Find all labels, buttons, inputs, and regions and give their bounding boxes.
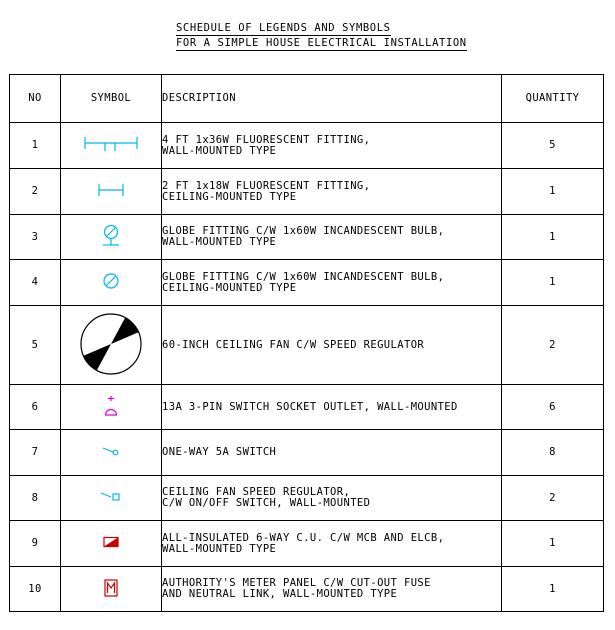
legend-row [10, 260, 604, 306]
legend-row [10, 385, 604, 430]
row-number: 9 [10, 521, 61, 567]
header-no: NO [10, 75, 61, 123]
legend-row [10, 169, 604, 215]
legend-row [10, 215, 604, 260]
description-line: WALL-MOUNTED TYPE [162, 542, 277, 555]
row-quantity: 5 [502, 123, 604, 169]
row-quantity: 1 [502, 567, 604, 612]
row-symbol [61, 306, 162, 385]
consumer-unit-icon [103, 536, 119, 548]
row-symbol [61, 215, 162, 260]
row-quantity: 8 [502, 430, 604, 476]
row-description [162, 430, 502, 476]
legend-row [10, 306, 604, 385]
row-number: 10 [10, 567, 61, 612]
legend-row [10, 430, 604, 476]
row-description [162, 215, 502, 260]
fluorescent-2ft-ceiling-icon [97, 183, 125, 197]
schedule-title: SCHEDULE OF LEGENDS AND SYMBOLS [176, 22, 391, 34]
header-description: DESCRIPTION [162, 75, 502, 123]
row-description [162, 260, 502, 306]
description-line: 13A 3-PIN SWITCH SOCKET OUTLET, WALL-MOUNTED [162, 400, 458, 413]
description-line: AND NEUTRAL LINK, WALL-MOUNTED TYPE [162, 588, 398, 600]
description-line: AUTHORITY'S METER PANEL C/W CUT-OUT FUSE [162, 577, 431, 589]
row-number: 2 [10, 169, 61, 215]
row-description [162, 306, 502, 385]
row-quantity: 1 [502, 521, 604, 567]
row-symbol [61, 521, 162, 567]
description-line: GLOBE FITTING C/W 1x60W INCANDESCENT BULB, [162, 225, 445, 237]
row-number: 3 [10, 215, 61, 260]
row-number: 1 [10, 123, 61, 169]
fluorescent-4ft-wall-icon [83, 136, 139, 152]
row-quantity: 2 [502, 476, 604, 521]
row-symbol [61, 123, 162, 169]
description-line: CEILING FAN SPEED REGULATOR, [162, 486, 351, 498]
schedule-subtitle: FOR A SIMPLE HOUSE ELECTRICAL INSTALLATION [176, 37, 467, 49]
description-line: 60-INCH CEILING FAN C/W SPEED REGULATOR [162, 338, 425, 351]
fan-regulator-icon [100, 491, 122, 503]
legend-row [10, 476, 604, 521]
row-number: 5 [10, 306, 61, 385]
description-line: 4 FT 1x36W FLUORESCENT FITTING, [162, 133, 371, 146]
header-row [10, 75, 604, 123]
description-line: CEILING-MOUNTED TYPE [162, 190, 297, 203]
legend-row [10, 567, 604, 612]
row-description [162, 385, 502, 430]
row-description [162, 476, 502, 521]
description-line: C/W ON/OFF SWITCH, WALL-MOUNTED [162, 497, 371, 509]
globe-wall-icon [101, 224, 121, 248]
row-quantity: 1 [502, 215, 604, 260]
row-symbol [61, 567, 162, 612]
description-line: ALL-INSULATED 6-WAY C.U. C/W MCB AND ELCB, [162, 531, 445, 544]
row-number: 6 [10, 385, 61, 430]
socket-outlet-icon [103, 395, 119, 417]
row-symbol [61, 169, 162, 215]
row-number: 4 [10, 260, 61, 306]
description-line: WALL-MOUNTED TYPE [162, 144, 277, 157]
row-description [162, 123, 502, 169]
legend-table [9, 74, 604, 612]
one-way-switch-icon [102, 446, 120, 456]
row-quantity: 6 [502, 385, 604, 430]
description-line: CEILING-MOUNTED TYPE [162, 281, 297, 294]
header-symbol: SYMBOL [61, 75, 162, 123]
row-symbol [61, 476, 162, 521]
globe-ceiling-icon [102, 272, 120, 290]
row-number: 8 [10, 476, 61, 521]
description-line: 2 FT 1x18W FLUORESCENT FITTING, [162, 179, 371, 192]
legend-row [10, 521, 604, 567]
row-symbol [61, 260, 162, 306]
ceiling-fan-icon [79, 312, 143, 376]
meter-panel-icon [104, 579, 118, 597]
row-quantity: 1 [502, 260, 604, 306]
row-quantity: 2 [502, 306, 604, 385]
row-symbol [61, 430, 162, 476]
header-quantity: QUANTITY [502, 75, 604, 123]
description-line: ONE-WAY 5A SWITCH [162, 446, 277, 458]
row-quantity: 1 [502, 169, 604, 215]
row-description [162, 567, 502, 612]
legend-row [10, 123, 604, 169]
row-description [162, 521, 502, 567]
row-symbol [61, 385, 162, 430]
description-line: WALL-MOUNTED TYPE [162, 236, 277, 248]
row-description [162, 169, 502, 215]
description-line: GLOBE FITTING C/W 1x60W INCANDESCENT BULB, [162, 270, 445, 283]
row-number: 7 [10, 430, 61, 476]
